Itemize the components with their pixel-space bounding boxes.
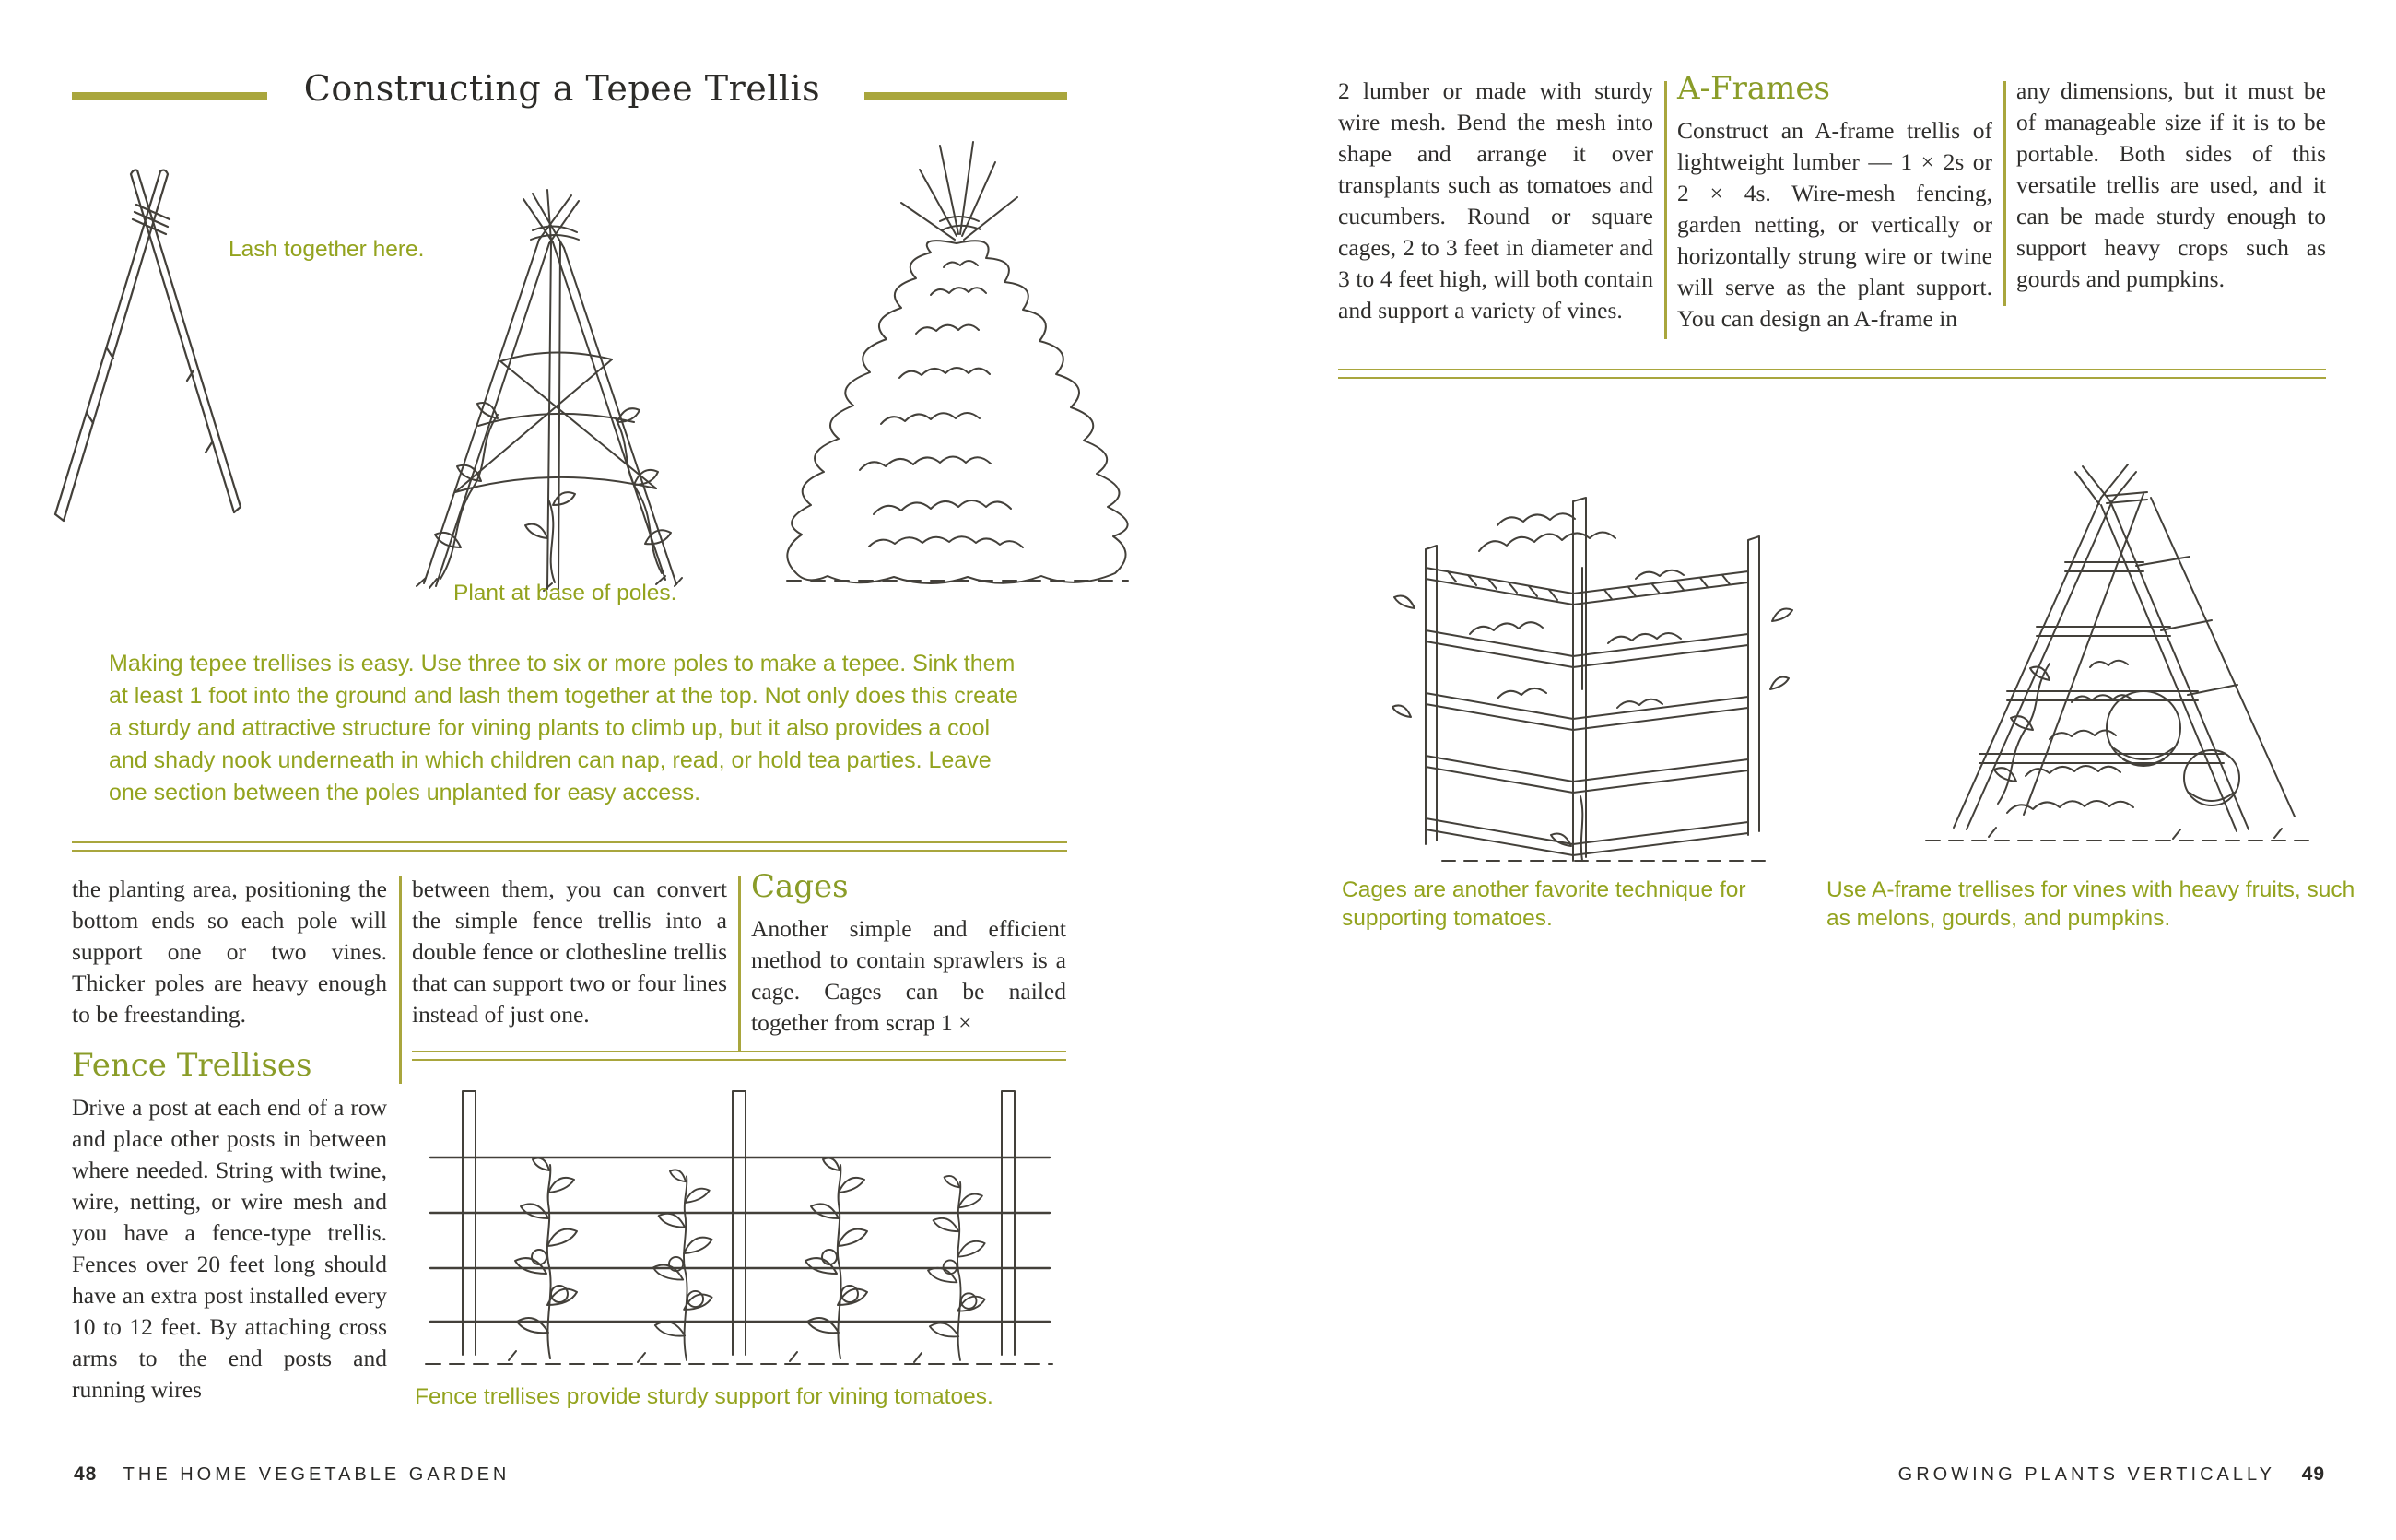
left-page-divider-rule — [72, 841, 1067, 852]
a-frames-paragraph: Construct an A-frame trellis of lightweight lumber — 1 × 2s or 2 × 4s. Wire-mesh fencing, garden netting, or vertically or horizontally strung wire or twine will serve as the plant support. You can design an A-frame in — [1677, 117, 1992, 333]
crossed-poles-illustration — [53, 166, 242, 530]
right-running-title: GROWING PLANTS VERTICALLY — [1897, 1464, 2275, 1485]
title-rule-left — [72, 92, 267, 100]
col2-paragraph: between them, you can convert the simple fence trellis into a double fence or clothesline trellis that can support two or four lines instead of just one. — [412, 876, 727, 1028]
left-column-1 — [72, 874, 387, 1405]
col1-paragraph: the planting area, positioning the bottom ends so each pole will support one or two vines. Thicker poles are heavy enough to be freestanding. — [72, 876, 387, 1028]
right-page-divider-rule — [1338, 369, 2326, 379]
left-running-title: THE HOME VEGETABLE GARDEN — [123, 1464, 511, 1485]
a-frame-illustration — [1869, 417, 2362, 863]
left-column-2 — [412, 874, 727, 1030]
right-col3-paragraph: any dimensions, but it must be of manageable size if it is to be portable. Both sides of this versatile trellis are used, and it can be made sturdy enough to support heavy crops such as gourds and pumpkins. — [2016, 77, 2326, 292]
right-column-divider-1 — [1664, 81, 1667, 339]
title-rule-right — [864, 92, 1067, 100]
page-title: Constructing a Tepee Trellis — [303, 68, 821, 109]
column-divider-2 — [738, 876, 741, 1051]
left-page-number: 48 — [74, 1464, 98, 1485]
a-frame-caption: Use A-frame trellises for vines with heavy fruits, such as melons, gourds, and pumpkins. — [1826, 877, 2355, 931]
right-col1-paragraph: 2 lumber or made with sturdy wire mesh. Bend the mesh into shape and arrange it over transplants such as tomatoes and cucumbers. Round or square cages, 2 to 3 feet in diameter and 3 to 4 feet high, will both contain and support a variety of vines. — [1338, 77, 1653, 323]
fence-trellises-paragraph: Drive a post at each end of a row and place other posts in between where needed. String with twine, wire, netting, or wire mesh and you have a fence-type trellis. Fences over 20 feet long should have an extra post installed every 10 to 12 feet. By attaching cross arms to the end posts and running wires — [72, 1094, 387, 1404]
a-frames-heading: A-Frames — [1677, 70, 1830, 107]
lash-label: Lash together here. — [229, 237, 425, 262]
cage-caption: Cages are another favorite technique for supporting tomatoes. — [1342, 877, 1746, 931]
cages-heading: Cages — [751, 868, 849, 905]
right-column-3 — [2016, 76, 2326, 295]
cage-illustration — [1341, 413, 1838, 864]
fence-trellis-illustration — [412, 1076, 1066, 1379]
covered-tepee-illustration — [763, 118, 1145, 588]
fence-figure-caption: Fence trellises provide sturdy support for vining tomatoes. — [415, 1384, 993, 1409]
right-footer — [1751, 1464, 2325, 1486]
left-footer — [74, 1464, 510, 1486]
right-page-number: 49 — [2301, 1464, 2325, 1485]
left-column-3 — [751, 870, 1066, 1039]
right-column-1 — [1338, 76, 1653, 326]
right-column-2 — [1677, 72, 1992, 335]
tepee-trellis-illustration — [352, 177, 744, 592]
right-column-divider-2 — [2003, 81, 2006, 306]
cages-paragraph: Another simple and efficient method to contain sprawlers is a cage. Cages can be nailed together from scrap 1 × — [751, 915, 1066, 1037]
tepee-intro-paragraph: Making tepee trellises is easy. Use three to six or more poles to make a tepee. Sink them at least 1 foot into the ground and lash them together at the top. Not only does this create a sturdy and attractive structure for vining plants to climb up, but it also provides a cool and shady nook underneath in which children can nap, read, or hold tea parties. Leave one section between the poles unplanted for easy access. — [109, 651, 1018, 805]
column-divider-1 — [399, 876, 402, 1084]
fence-trellises-heading: Fence Trellises — [72, 1047, 312, 1084]
fence-figure-rule — [412, 1051, 1066, 1061]
plant-label: Plant at base of poles. — [453, 581, 677, 605]
